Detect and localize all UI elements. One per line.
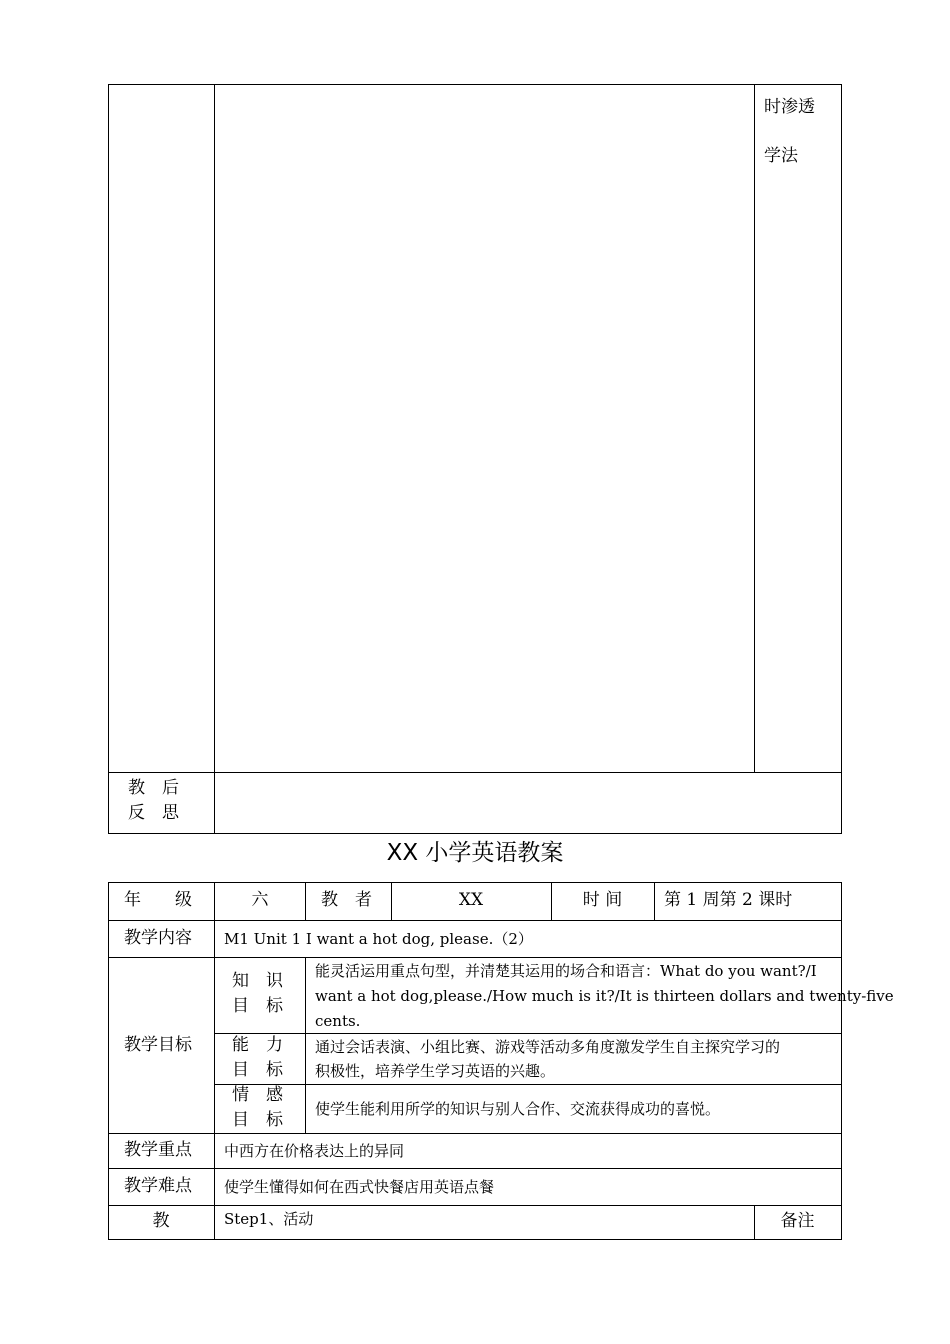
reflection-label: 反 思: [128, 803, 179, 823]
remark-label: 备注: [780, 1211, 815, 1231]
table-border: [108, 957, 842, 958]
difficulty-label: 教学难点: [124, 1176, 192, 1196]
key-point-value: 中西方在价格表达上的异同: [224, 1142, 405, 1160]
table-border: [108, 772, 842, 773]
emotion-objective-label: 目 标: [232, 1110, 283, 1130]
knowledge-objective-label: 目 标: [232, 996, 283, 1016]
note-line: 时渗透: [764, 97, 815, 117]
table-border: [108, 882, 842, 883]
teacher-value: XX: [458, 890, 484, 910]
table-border: [108, 882, 109, 1239]
table-border: [214, 1033, 842, 1034]
key-point-label: 教学重点: [124, 1140, 192, 1160]
table-border: [841, 84, 842, 833]
table-border: [214, 84, 215, 833]
table-border: [108, 833, 842, 834]
difficulty-value: 使学生懂得如何在西式快餐店用英语点餐: [224, 1178, 495, 1196]
ability-objective-text: 通过会话表演、小组比赛、游戏等活动多角度激发学生自主探究学习的: [315, 1038, 781, 1056]
table-border: [108, 1168, 842, 1169]
time-value: 第 1 周第 2 课时: [664, 890, 793, 910]
process-label: 教: [152, 1211, 170, 1231]
knowledge-objective-text: 能灵活运用重点句型，并清楚其运用的场合和语言：What do you want?/I: [315, 962, 817, 980]
table-border: [108, 1205, 842, 1206]
note-line: 学法: [764, 146, 798, 166]
emotion-objective-label: 情 感: [232, 1085, 283, 1105]
reflection-label: 教 后: [128, 778, 179, 798]
table-border: [108, 920, 842, 921]
table-border: [754, 84, 755, 772]
time-label: 时 间: [582, 890, 623, 910]
ability-objective-text: 积极性，培养学生学习英语的兴趣。: [315, 1062, 556, 1080]
knowledge-objective-text: cents.: [315, 1012, 361, 1030]
table-border: [841, 882, 842, 1239]
knowledge-objective-text: want a hot dog,please./How much is it?/It is thirteen dollars and twenty-five: [315, 987, 894, 1005]
ability-objective-label: 目 标: [232, 1060, 283, 1080]
knowledge-objective-label: 知 识: [232, 971, 283, 991]
table-border: [108, 1239, 842, 1240]
content-label: 教学内容: [124, 928, 192, 948]
table-border: [108, 1133, 842, 1134]
grade-label: 年 级: [124, 890, 192, 910]
teacher-label: 教 者: [321, 890, 372, 910]
content-value: M1 Unit 1 I want a hot dog, please.（2）: [224, 930, 533, 948]
process-value: Step1、活动: [224, 1210, 314, 1228]
objectives-label: 教学目标: [124, 1035, 192, 1055]
table-border: [654, 882, 655, 920]
table-border: [108, 84, 109, 833]
ability-objective-label: 能 力: [232, 1035, 283, 1055]
table-border: [214, 882, 215, 1239]
table-border: [305, 957, 306, 1133]
table-border: [108, 84, 842, 85]
page-title: XX 小学英语教案: [386, 840, 564, 866]
emotion-objective-text: 使学生能利用所学的知识与别人合作、交流获得成功的喜悦。: [315, 1100, 721, 1118]
grade-value: 六: [251, 890, 269, 910]
table-border: [214, 1084, 842, 1085]
